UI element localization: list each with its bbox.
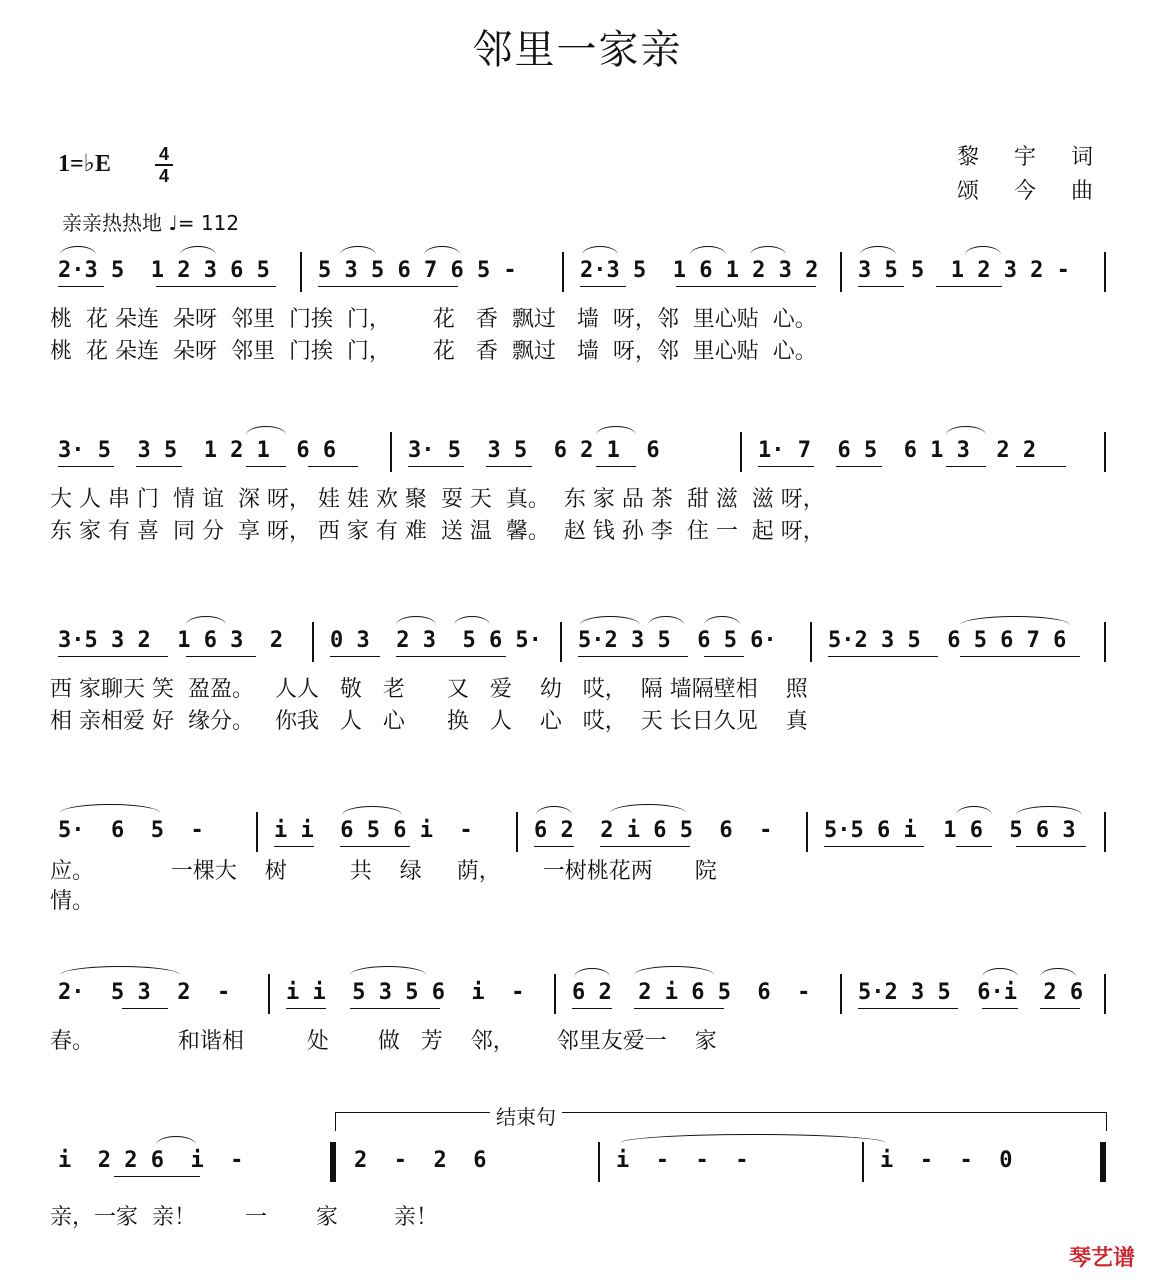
barline	[806, 812, 808, 852]
lyric-line-2: 东 家 有 喜 同 分 享 呀， 西 家 有 难 送 温 馨。 赵 钱 孙 李 住 一 起 呀，	[50, 519, 825, 544]
underline	[600, 846, 690, 847]
measure-2: 5 3 5 6 7 6 5 -	[318, 258, 517, 283]
underline	[828, 656, 938, 657]
slur	[610, 804, 686, 813]
slur	[580, 616, 640, 625]
ending-bracket	[335, 1112, 1107, 1131]
underline	[340, 846, 410, 847]
underline	[982, 1008, 1018, 1009]
lyric-line-1: 春。 和谐相 处 做 芳 邻， 邻里友爱一 家	[50, 1029, 717, 1054]
slur	[424, 246, 460, 255]
ending-label: 结束句	[490, 1101, 562, 1130]
barline	[268, 974, 270, 1014]
slur	[596, 426, 636, 435]
barline	[1104, 974, 1106, 1014]
measure-10: 5·2 3 5 6 5 6·	[578, 628, 777, 653]
time-signature	[155, 145, 173, 185]
barline	[300, 252, 302, 292]
barline	[862, 1142, 864, 1182]
measure-22: i - - -	[616, 1148, 749, 1173]
measure-20: i 2 2 6 i -	[58, 1148, 244, 1173]
underline	[58, 656, 168, 657]
slur	[186, 616, 226, 625]
slur	[860, 246, 896, 255]
underline	[1040, 1008, 1080, 1009]
time-signature-bottom: 4	[158, 166, 169, 186]
lyric-line-1: 桃 花 朵连 朵呀 邻里 门挨 门， 花 香 飘过 墙 呀，邻 里心贴 心。	[50, 307, 817, 332]
notes-row-5	[50, 962, 1110, 1022]
barline	[1104, 432, 1106, 472]
page-title: 邻里一家亲	[472, 27, 683, 73]
underline	[956, 846, 992, 847]
underline	[408, 466, 464, 467]
measure-5: 3· 5 3 5 1 2 1 6 6	[58, 438, 337, 463]
measure-11: 5·2 3 5 6 5 6 7 6	[828, 628, 1067, 653]
measure-16: 2· 5 3 2 -	[58, 980, 231, 1005]
slur	[582, 246, 618, 255]
double-barline	[330, 1142, 336, 1182]
barline	[840, 974, 842, 1014]
lyric-line-1: 大 人 串 门 情 谊 深 呀， 娃 娃 欢 聚 耍 天 真。 东 家 品 茶 甜 滋 滋 呀，	[50, 487, 825, 512]
lyric-line-1: 西 家聊天 笑 盈盈。 人人 敬 老 又 爱 幼 哎， 隔 墙隔壁相 照	[50, 677, 808, 702]
slur	[956, 806, 992, 815]
slur	[1040, 968, 1076, 977]
lyric-line-2: 桃 花 朵连 朵呀 邻里 门挨 门， 花 香 飘过 墙 呀，邻 里心贴 心。	[50, 339, 817, 364]
lyric-line-2: 情。	[50, 889, 95, 914]
notes-row-2	[50, 420, 1110, 480]
barline	[740, 432, 742, 472]
measure-4: 3 5 5 1 2 3 2 -	[858, 258, 1070, 283]
lyricist-credit: 黎 宇 词	[957, 145, 1107, 170]
measure-12: 5· 6 5 -	[58, 818, 204, 843]
underline	[858, 1008, 958, 1009]
barline	[562, 252, 564, 292]
underline	[122, 1008, 168, 1009]
underline	[396, 656, 506, 657]
slur	[946, 426, 986, 435]
slur	[180, 246, 216, 255]
measure-23: i - - 0	[880, 1148, 1013, 1173]
measure-1: 2·3 5 1 2 3 6 5	[58, 258, 270, 283]
slur	[156, 1136, 196, 1145]
slur	[60, 246, 96, 255]
notes-row-1	[50, 240, 1110, 300]
slur	[648, 616, 684, 625]
slur	[690, 246, 726, 255]
slur	[454, 616, 490, 625]
underline	[308, 466, 358, 467]
underline	[274, 846, 314, 847]
underline	[58, 466, 114, 467]
underline	[572, 1008, 612, 1009]
slur	[634, 966, 714, 975]
underline	[596, 466, 636, 467]
underline	[486, 466, 532, 467]
barline	[554, 974, 556, 1014]
barline	[840, 252, 842, 292]
slur	[342, 806, 402, 815]
lyric-line-1: 应。 一棵大 树 共 绿 荫， 一树桃花两 院	[50, 859, 717, 884]
underline	[960, 656, 1080, 657]
slur	[620, 1134, 886, 1143]
lyric-line-1: 亲，一家 亲！ 一 家 亲！	[50, 1205, 438, 1230]
underline	[114, 1176, 200, 1177]
slur	[60, 966, 180, 975]
slur	[960, 616, 1070, 625]
barline	[1104, 622, 1106, 662]
measure-3: 2·3 5 1 6 1 2 3 2	[580, 258, 819, 283]
underline	[580, 286, 626, 287]
underline	[1016, 466, 1066, 467]
barline	[598, 1142, 600, 1182]
notes-row-3	[50, 610, 1110, 670]
slur	[574, 968, 610, 977]
lyric-line-2: 相 亲相爱 好 缘分。 你我 人 心 换 人 心 哎， 天 长日久见 真	[50, 709, 808, 734]
underline	[330, 656, 380, 657]
composer-credit: 颂 今 曲	[957, 179, 1107, 204]
barline	[1104, 252, 1106, 292]
slur	[350, 966, 426, 975]
underline	[1016, 846, 1086, 847]
underline	[286, 1008, 326, 1009]
barline	[390, 432, 392, 472]
notes-row-6	[50, 1130, 1110, 1190]
underline	[318, 286, 458, 287]
slur	[340, 246, 376, 255]
measure-21: 2 - 2 6	[354, 1148, 487, 1173]
slur	[246, 426, 286, 435]
key-signature: 1=♭E	[58, 151, 112, 177]
underline	[946, 466, 986, 467]
underline	[58, 286, 104, 287]
underline	[578, 656, 688, 657]
slur	[965, 246, 1001, 255]
slur	[982, 968, 1018, 977]
barline	[560, 622, 562, 662]
slur	[396, 616, 436, 625]
underline	[858, 286, 904, 287]
measure-14: 6 2 2 i 6 5 6 -	[534, 818, 773, 843]
final-barline	[1100, 1142, 1106, 1182]
slur	[60, 804, 160, 813]
measure-18: 6 2 2 i 6 5 6 -	[572, 980, 811, 1005]
barline	[256, 812, 258, 852]
underline	[350, 1008, 440, 1009]
underline	[676, 286, 816, 287]
underline	[758, 466, 814, 467]
barline	[516, 812, 518, 852]
measure-17: i i 5 3 5 6 i -	[286, 980, 525, 1005]
barline	[1104, 812, 1106, 852]
site-logo: 琴艺谱	[1068, 1246, 1135, 1271]
measure-8: 3·5 3 2 1 6 3 2	[58, 628, 284, 653]
notes-row-4	[50, 800, 1110, 860]
slur	[536, 806, 572, 815]
underline	[936, 286, 1002, 287]
slur	[704, 616, 740, 625]
underline	[534, 846, 574, 847]
underline	[186, 656, 256, 657]
measure-13: i i 6 5 6 i -	[274, 818, 473, 843]
underline	[634, 1008, 724, 1009]
measure-19: 5·2 3 5 6·i 2 6	[858, 980, 1084, 1005]
measure-7: 1· 7 6 5 6 1 3 2 2	[758, 438, 1037, 463]
measure-6: 3· 5 3 5 6 2 1 6	[408, 438, 660, 463]
underline	[824, 846, 924, 847]
barline	[312, 622, 314, 662]
underline	[246, 466, 286, 467]
measure-15: 5·5 6 i 1 6 5 6 3	[824, 818, 1076, 843]
underline	[156, 286, 276, 287]
slur	[1016, 806, 1082, 815]
slur	[750, 246, 786, 255]
measure-9: 0 3 2 3 5 6 5·	[330, 628, 542, 653]
barline	[810, 622, 812, 662]
underline	[836, 466, 882, 467]
underline	[136, 466, 182, 467]
tempo-marking: 亲亲热热地 ♩= 112	[62, 211, 240, 235]
underline	[704, 656, 744, 657]
time-signature-top: 4	[158, 144, 169, 164]
